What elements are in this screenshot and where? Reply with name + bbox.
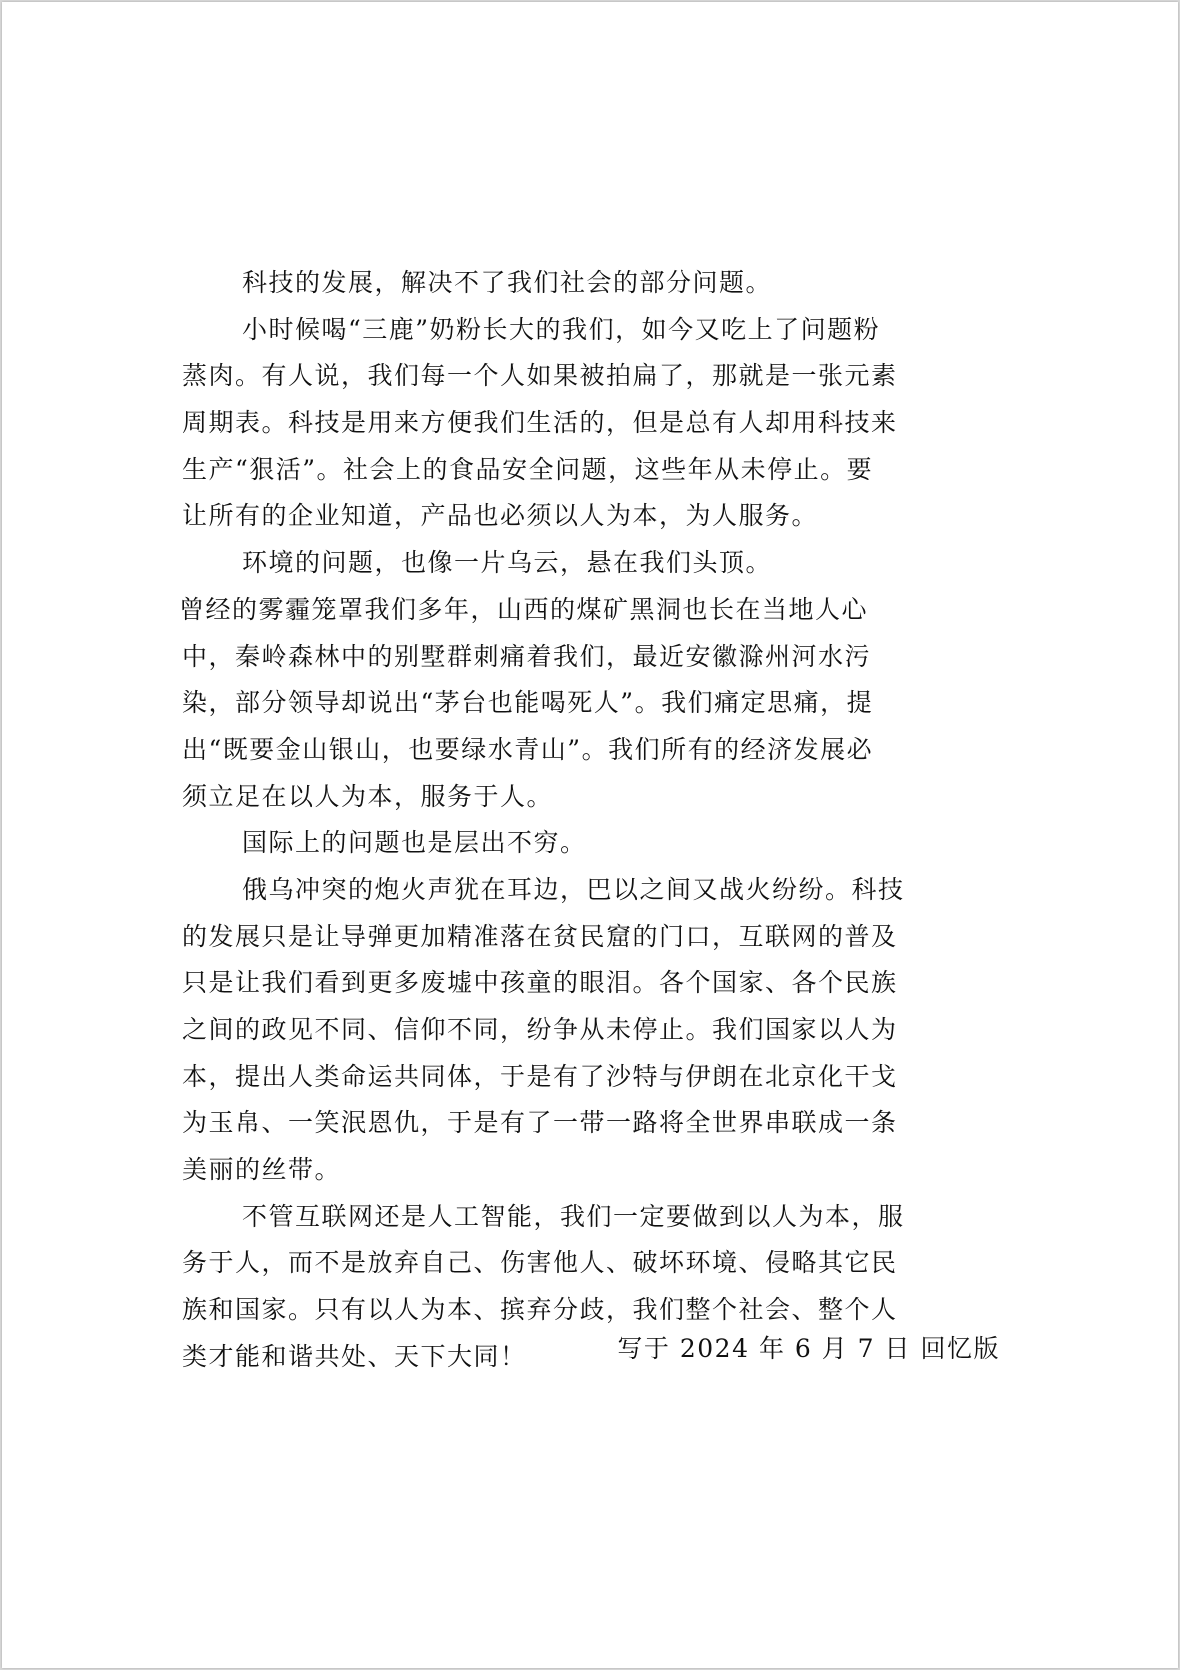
- text-line: 务于人，而不是放弃自己、伤害他人、破坏环境、侵略其它民: [182, 1248, 898, 1278]
- text-line: 美丽的丝带。: [182, 1155, 342, 1185]
- signature-line: 写于 2024 年 6 月 7 日 回忆版: [617, 1334, 1000, 1363]
- text-line: 之间的政见不同、信仰不同，纷争从未停止。我们国家以人为: [182, 1015, 898, 1044]
- text-line: 生产“狠活”。社会上的食品安全问题，这些年从未停止。要: [182, 454, 874, 484]
- text-line: 国际上的问题也是层出不穷。: [242, 828, 587, 858]
- text-line: 蒸肉。有人说，我们每一个人如果被拍扁了，那就是一张元素: [182, 361, 898, 391]
- text-line: 类才能和谐共处、天下大同！: [182, 1341, 527, 1371]
- text-line: 族和国家。只有以人为本、摈弃分歧，我们整个社会、整个人: [182, 1295, 898, 1325]
- text-line: 为玉帛、一笑泯恩仇，于是有了一带一路将全世界串联成一条: [182, 1108, 898, 1138]
- document-page: [2, 2, 1178, 1668]
- text-line: 让所有的企业知道，产品也必须以人为本，为人服务。: [182, 501, 819, 531]
- text-line: 出“既要金山银山，也要绿水青山”。我们所有的经济发展必: [182, 734, 874, 764]
- essay-body: [179, 260, 1002, 1381]
- text-line: 染，部分领导却说出“茅台也能喝死人”。我们痛定思痛，提: [182, 688, 874, 718]
- text-line: 科技的发展，解决不了我们社会的部分问题。: [242, 268, 773, 297]
- text-line: 的发展只是让导弹更加精准落在贫民窟的门口，互联网的普及: [182, 921, 898, 951]
- text-line: 曾经的雾霾笼罩我们多年，山西的煤矿黑洞也长在当地人心: [179, 594, 869, 624]
- text-line: 须立足在以人为本，服务于人。: [182, 781, 554, 811]
- text-line: 本，提出人类命运共同体，于是有了沙特与伊朗在北京化干戈: [182, 1061, 898, 1091]
- text-line: 小时候喝“三鹿”奶粉长大的我们，如今又吃上了问题粉: [242, 314, 881, 344]
- text-line: 俄乌冲突的炮火声犹在耳边，巴以之间又战火纷纷。科技: [242, 874, 905, 904]
- text-line: 不管互联网还是人工智能，我们一定要做到以人为本，服: [242, 1201, 905, 1231]
- text-line: 周期表。科技是用来方便我们生活的，但是总有人却用科技来: [182, 408, 898, 438]
- text-line: 只是让我们看到更多废墟中孩童的眼泪。各个国家、各个民族: [182, 968, 898, 998]
- text-line: 中，秦岭森林中的别墅群刺痛着我们，最近安徽滁州河水污: [182, 641, 872, 671]
- text-line: 环境的问题，也像一片乌云，悬在我们头顶。: [242, 548, 773, 578]
